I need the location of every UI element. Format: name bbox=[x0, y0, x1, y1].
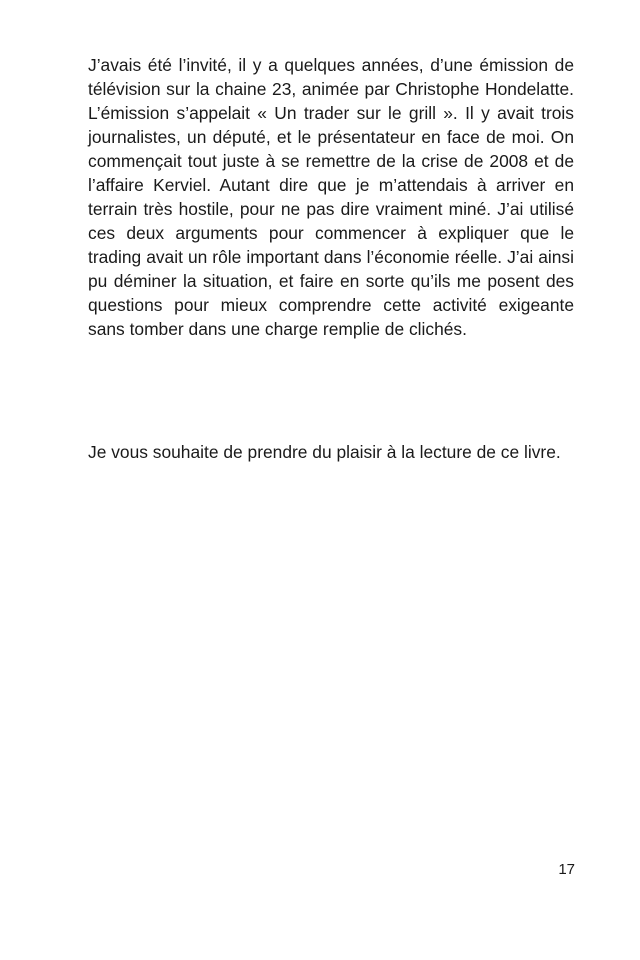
page-number: 17 bbox=[558, 861, 575, 878]
body-paragraph-2: Je vous souhaite de prendre du plaisir à la lecture de ce livre. bbox=[88, 442, 561, 462]
body-paragraph-1: J’avais été l’invité, il y a quelques années, d’une émission de télévision sur la chaine 23, animée par Christophe Hondelatte. L’émission s’appelait « Un trader sur le grill ». Il y avait trois journalistes, un député, et le présentateur en face de moi. On commençait tout juste à se remettre de la crise de 2008 et de l’affaire Kerviel. Autant dire que je m’attendais à arriver en terrain très hostile, pour ne pas dire vraiment miné. J’ai utilisé ces deux arguments pour commencer à expliquer que le trading avait un rôle important dans l’économie réelle. J’ai ainsi pu déminer la situation, et faire en sorte qu’ils me posent des questions pour mieux comprendre cette activité exigeante sans tomber dans une charge remplie de clichés. bbox=[88, 55, 574, 339]
